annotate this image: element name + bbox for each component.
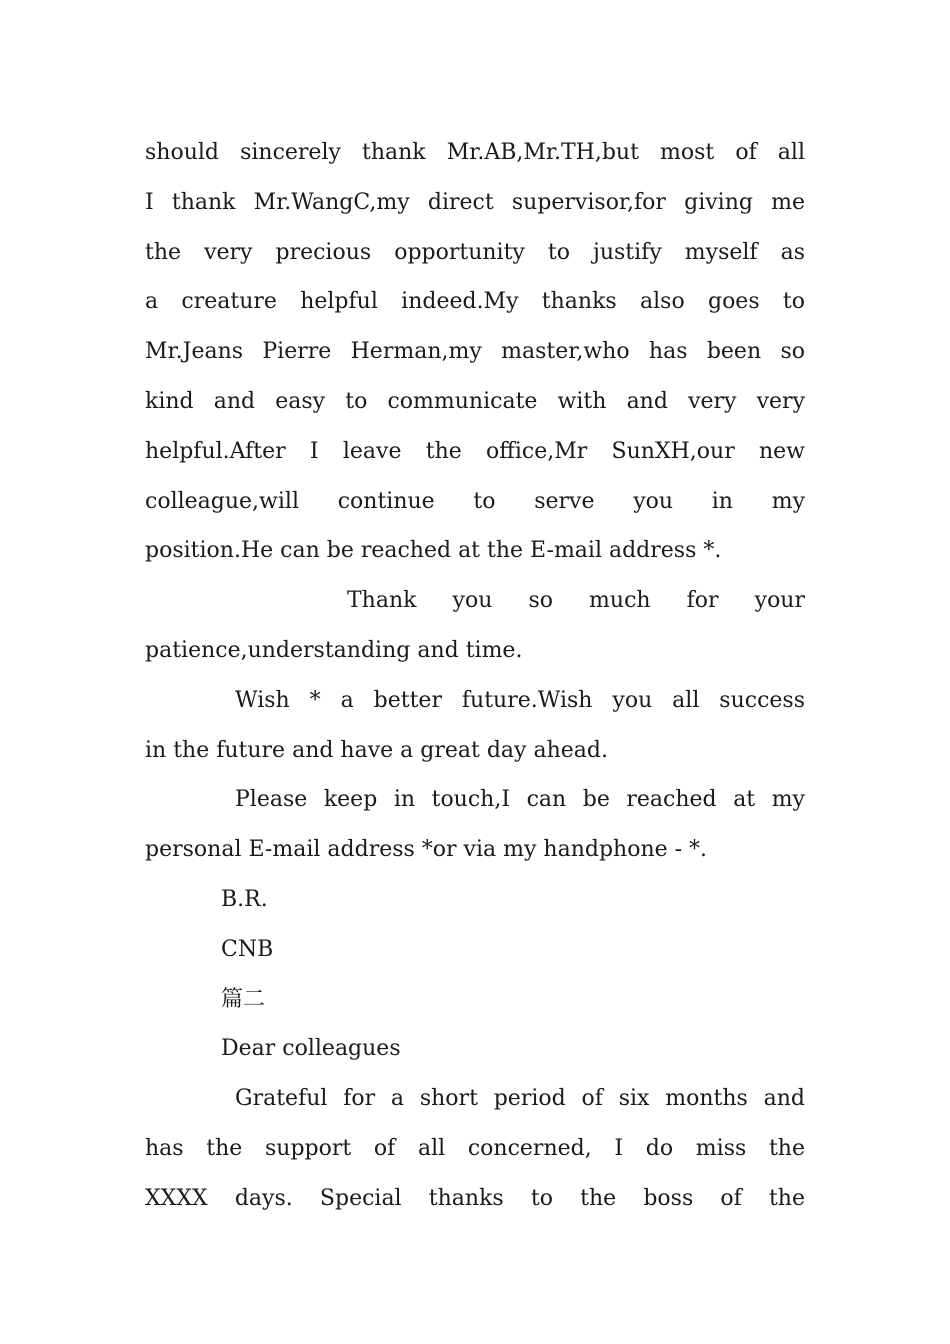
paragraph-wish — [145, 676, 805, 776]
text-line: 篇二 — [221, 986, 266, 1012]
signoff-name — [145, 925, 805, 975]
text-line: helpful.After I leave the office,Mr SunXH,our new — [145, 438, 805, 464]
text-line: kind and easy to communicate with and very very — [145, 388, 805, 414]
text-line: Mr.Jeans Pierre Herman,my master,who has been so — [145, 339, 805, 365]
salutation — [145, 1024, 805, 1074]
text-line: I thank Mr.WangC,my direct supervisor,for giving me — [145, 189, 805, 215]
text-line: position.He can be reached at the E-mail address *. — [145, 538, 722, 564]
text-line: Thank you so much for your — [347, 588, 805, 614]
text-line: the very precious opportunity to justify myself as — [145, 239, 805, 265]
text-line: Dear colleagues — [221, 1036, 401, 1062]
text-line: a creature helpful indeed.My thanks also goes to — [145, 289, 805, 315]
text-line: has the support of all concerned, I do miss the — [145, 1135, 805, 1161]
paragraph-thank-you — [145, 576, 805, 676]
text-line: Grateful for a short period of six months and — [235, 1086, 805, 1112]
text-line: XXXX days. Special thanks to the boss of the — [145, 1185, 805, 1211]
text-line: personal E-mail address *or via my handphone - *. — [145, 837, 708, 863]
text-line: Wish * a better future.Wish you all success — [235, 687, 805, 713]
text-line: colleague,will continue to serve you in my — [145, 488, 805, 514]
signoff-br — [145, 875, 805, 925]
document-body — [145, 128, 805, 1224]
text-line: Please keep in touch,I can be reached at my — [235, 787, 805, 813]
paragraph-grateful — [145, 1074, 805, 1223]
text-line: CNB — [221, 936, 274, 962]
text-line: B.R. — [221, 886, 268, 912]
text-line: should sincerely thank Mr.AB,Mr.TH,but most of all — [145, 140, 805, 165]
text-line: patience,understanding and time. — [145, 637, 523, 663]
section-heading — [145, 975, 805, 1025]
text-line: in the future and have a great day ahead. — [145, 737, 608, 763]
paragraph-thanks — [145, 128, 805, 576]
paragraph-keep-in-touch — [145, 775, 805, 875]
